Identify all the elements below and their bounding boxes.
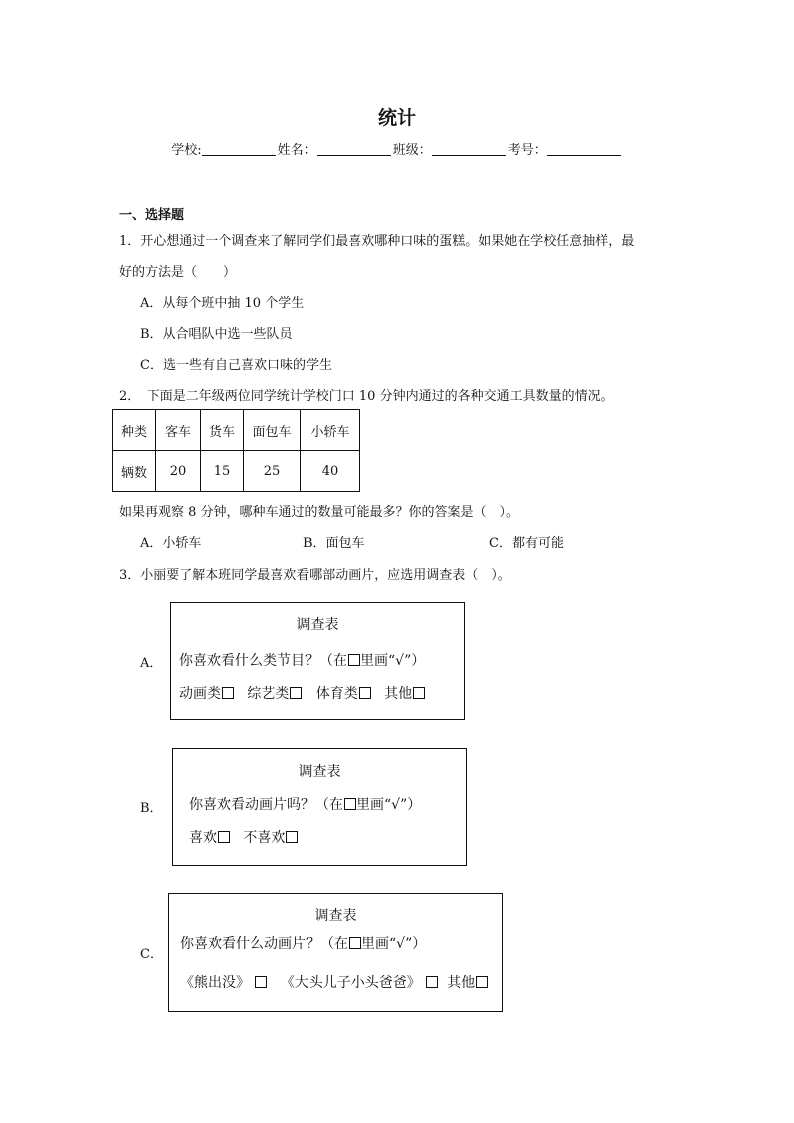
survey-b-title: 调查表 xyxy=(298,764,341,780)
q1-option-b[interactable]: B．从合唱队中选一些队员 xyxy=(140,327,293,342)
survey-c-question: 你喜欢看什么动画片？（在 里画“√”） xyxy=(180,936,427,952)
q1-option-c[interactable]: C．选一些有自己喜欢口味的学生 xyxy=(140,358,332,373)
survey-b-choices xyxy=(189,827,298,847)
q3-option-b-letter[interactable]: B． xyxy=(140,801,163,816)
number-label: 考号： xyxy=(507,143,547,158)
q2-question: 如果再观察 8 分钟，哪种车通过的数量可能最多？你的答案是（ ）。 xyxy=(119,505,520,520)
survey-table-b[interactable] xyxy=(172,748,467,866)
q2-option-c[interactable]: C．都有可能 xyxy=(489,536,564,551)
school-label: 学校: xyxy=(171,143,202,158)
table-cell: 辆数 xyxy=(113,451,156,492)
section-heading: 一、选择题 xyxy=(119,208,185,223)
survey-table-a[interactable] xyxy=(170,602,465,720)
table-cell: 25 xyxy=(244,451,301,492)
choice-label: 动画类 xyxy=(179,686,221,702)
choice-label: 其他 xyxy=(447,975,476,991)
table-cell: 40 xyxy=(301,451,360,492)
choice-label: 喜欢 xyxy=(189,830,217,846)
q1-stem-line2: 好的方法是（ ） xyxy=(119,265,237,280)
choice-label: 综艺类 xyxy=(247,686,290,702)
table-cell: 20 xyxy=(156,451,201,492)
q1-option-a[interactable]: A．从每个班中抽 10 个学生 xyxy=(140,296,305,311)
q1-stem-line1: 1．开心想通过一个调查来了解同学们最喜欢哪种口味的蛋糕。如果她在学校任意抽样，最 xyxy=(119,234,635,249)
table-cell: 货车 xyxy=(201,410,244,451)
choice-label: 体育类 xyxy=(315,686,358,702)
table-cell: 面包车 xyxy=(244,410,301,451)
checkbox-icon xyxy=(290,687,302,699)
table-row-header xyxy=(113,410,360,451)
checkbox-icon xyxy=(344,798,356,810)
choice-label: 不喜欢 xyxy=(243,830,286,846)
table-cell: 小轿车 xyxy=(301,410,360,451)
class-blank[interactable] xyxy=(432,143,506,156)
table-cell: 客车 xyxy=(156,410,201,451)
survey-table-c[interactable] xyxy=(168,893,503,1012)
survey-c-title: 调查表 xyxy=(314,908,357,924)
q2-option-a[interactable]: A．小轿车 xyxy=(140,536,202,551)
number-blank[interactable] xyxy=(547,143,621,156)
page-title: 统计 xyxy=(377,107,416,129)
checkbox-icon xyxy=(222,687,234,699)
table-cell: 种类 xyxy=(113,410,156,451)
survey-a-title: 调查表 xyxy=(296,617,339,633)
q3-option-c-letter[interactable]: C． xyxy=(140,947,163,962)
checkbox-icon xyxy=(349,937,361,949)
checkbox-icon xyxy=(426,976,438,988)
table-row-data xyxy=(113,451,360,492)
survey-a-choices xyxy=(179,683,425,703)
survey-b-question: 你喜欢看动画片吗？（在 里画“√”） xyxy=(189,797,422,813)
checkbox-icon xyxy=(413,687,425,699)
table-cell: 15 xyxy=(201,451,244,492)
checkbox-icon xyxy=(476,976,488,988)
survey-c-choices xyxy=(180,972,488,992)
checkbox-icon xyxy=(359,687,371,699)
school-blank[interactable] xyxy=(202,143,276,156)
q3-option-a-letter[interactable]: A． xyxy=(140,656,163,671)
class-label: 班级： xyxy=(392,143,432,158)
student-info-line xyxy=(0,139,794,158)
choice-label: 《大头儿子小头爸爸》 xyxy=(280,975,421,991)
q3-stem: 3．小丽要了解本班同学最喜欢看哪部动画片，应选用调查表（ ）。 xyxy=(119,568,511,583)
checkbox-icon xyxy=(286,831,298,843)
choice-label: 其他 xyxy=(384,686,413,702)
checkbox-icon xyxy=(255,976,267,988)
name-label: 姓名： xyxy=(277,143,317,158)
name-blank[interactable] xyxy=(317,143,391,156)
traffic-table xyxy=(112,409,360,492)
checkbox-icon xyxy=(218,831,230,843)
survey-a-question: 你喜欢看什么类节目？（在 里画“√”） xyxy=(179,653,426,669)
checkbox-icon xyxy=(348,654,360,666)
q2-option-b[interactable]: B．面包车 xyxy=(303,536,365,551)
q2-stem: 2． 下面是二年级两位同学统计学校门口 10 分钟内通过的各种交通工具数量的情况。 xyxy=(119,389,614,404)
choice-label: 《熊出没》 xyxy=(180,975,250,991)
